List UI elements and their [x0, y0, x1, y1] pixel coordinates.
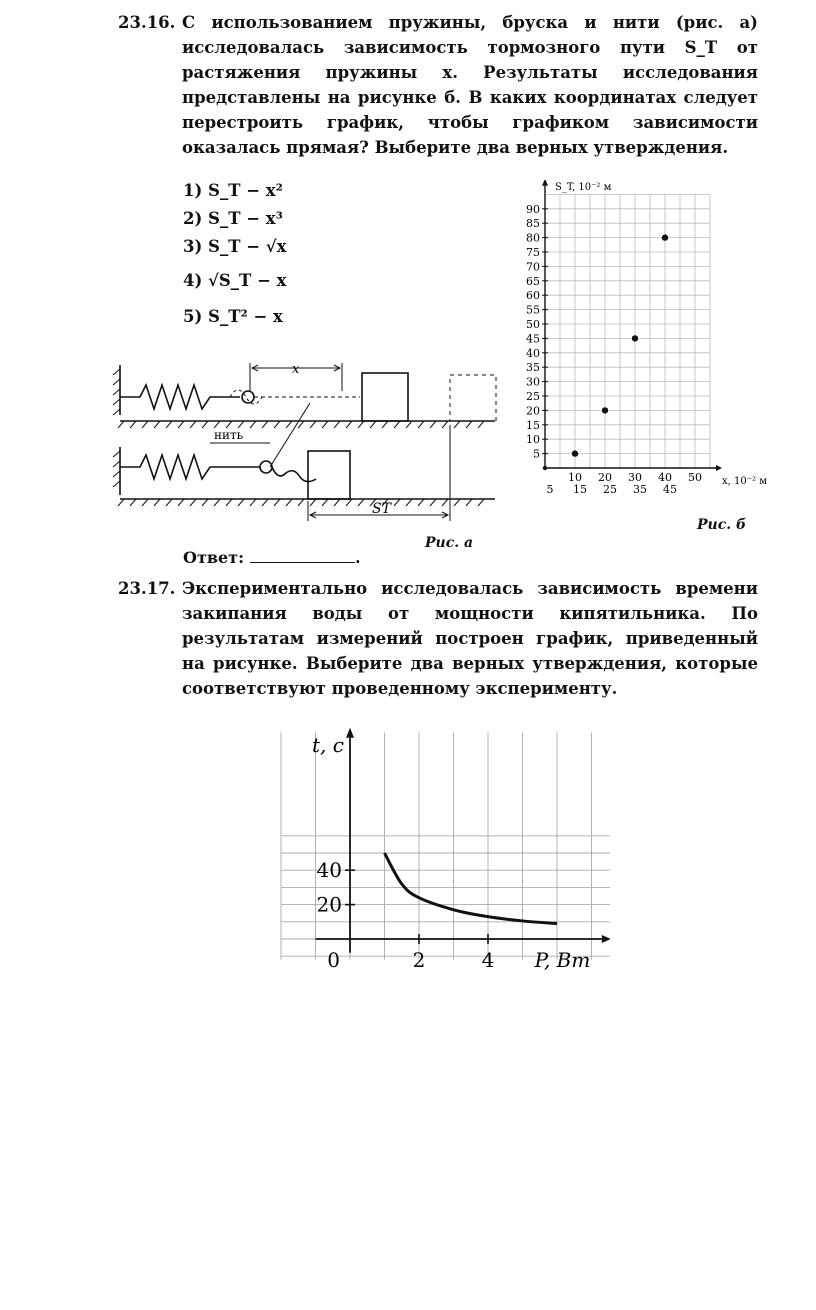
option-4: 4) √S_T − x — [183, 271, 287, 290]
data-point — [572, 450, 578, 456]
option-3: 3) S_T − √x — [183, 237, 287, 256]
options-list — [183, 177, 286, 331]
figure-b-scatter-chart — [505, 180, 770, 510]
y-tick-label: 25 — [526, 390, 540, 403]
y-tick-label: 85 — [526, 217, 540, 231]
x-tick-label: 2 — [412, 948, 426, 972]
y-tick-label: 40 — [316, 858, 342, 883]
x-tick-label-bottom: 45 — [663, 483, 677, 496]
problem-number: 23.17. — [118, 579, 176, 598]
y-tick-label: 45 — [526, 332, 540, 346]
y-tick-label: 20 — [316, 892, 342, 917]
y-tick-label: 20 — [526, 404, 540, 418]
y-axis-label: S_T, 10⁻² м — [555, 181, 612, 193]
boiling-time-chart — [280, 725, 610, 980]
y-axis-arrow — [542, 180, 548, 186]
thread-label: нить — [214, 428, 244, 442]
problem-23-17 — [118, 576, 758, 701]
y-tick-label: 70 — [526, 260, 540, 274]
option-5: 5) S_T² − x — [183, 307, 283, 326]
y-tick-label: 5 — [533, 447, 540, 461]
y-tick-label: 80 — [526, 231, 540, 245]
y-tick-label: 30 — [526, 375, 540, 389]
data-curve — [385, 853, 558, 924]
x-tick-label-bottom: 5 — [546, 483, 554, 496]
y-tick-label: 10 — [526, 433, 540, 447]
y-tick-label: 40 — [526, 346, 540, 360]
x-tick-label: 4 — [481, 948, 495, 972]
answer-blank — [250, 548, 355, 563]
x-tick-label-top: 20 — [598, 471, 612, 484]
y-tick-label: 65 — [526, 274, 540, 288]
option-2: 2) S_T − x³ — [183, 209, 283, 228]
x-axis-arrow — [716, 465, 722, 471]
answer-line: Ответ: . — [183, 548, 361, 567]
problem-text: Экспериментально исследовалась зависимость времени закипания воды от мощности кипятильника. По результатам измерений построен график, приведенный на рисунке. Выберите два верных утверждения, которые соответствуют проведенному эксперименту. — [182, 579, 758, 698]
y-tick-label: 75 — [526, 246, 540, 259]
x-axis-label: x, 10⁻² м — [722, 476, 767, 487]
figure-a-caption: Рис. а — [425, 535, 474, 551]
problem-text: С использованием пружины, бруска и нити (рис. а) исследовалась зависимость тормозного пути S_T от растяжения пружины x. Результаты исследования представлены на рисунке б. В каких координатах следует перестроить график, чтобы графиком зависимости оказалась прямая? Выберите два верных утверждения. — [182, 13, 758, 157]
figure-b-caption: Рис. б — [697, 517, 747, 533]
st-dimension-label: ST — [372, 501, 391, 517]
y-tick-label: 60 — [526, 289, 540, 303]
y-tick-label: 55 — [526, 303, 540, 317]
answer-label: Ответ: — [183, 548, 244, 567]
x-dimension-label: x — [292, 362, 300, 377]
origin-label: 0 — [327, 948, 340, 972]
y-tick-label: 15 — [526, 418, 540, 432]
data-point — [662, 234, 668, 240]
y-axis-arrow — [346, 728, 354, 738]
figure-a-apparatus — [110, 355, 510, 530]
x-tick-label-top: 30 — [628, 471, 642, 484]
data-point — [632, 335, 638, 341]
y-tick-label: 50 — [526, 318, 540, 331]
problem-number: 23.16. — [118, 13, 176, 32]
x-tick-label-top: 50 — [688, 471, 702, 484]
y-tick-label: 35 — [526, 361, 540, 375]
x-axis-arrow — [602, 935, 610, 943]
x-tick-label-bottom: 15 — [573, 483, 587, 496]
x-tick-label-top: 40 — [658, 471, 672, 484]
x-tick-label-bottom: 35 — [633, 483, 647, 496]
x-tick-label-top: 10 — [568, 471, 582, 484]
data-point — [602, 407, 608, 413]
y-tick-label: 90 — [526, 202, 540, 216]
origin-dot — [543, 466, 547, 470]
x-axis-label: P, Вт — [534, 948, 591, 972]
x-tick-label-bottom: 25 — [603, 483, 617, 496]
problem-23-16 — [118, 10, 758, 160]
y-axis-label: t, с — [312, 732, 344, 757]
option-1: 1) S_T − x² — [183, 181, 283, 200]
